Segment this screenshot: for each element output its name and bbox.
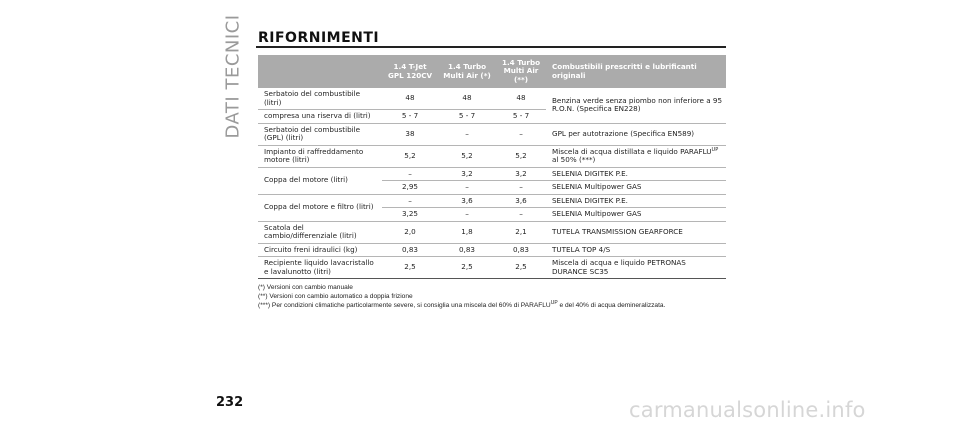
row-value-1: 38 xyxy=(382,123,438,145)
row-value-2: – xyxy=(438,123,496,145)
footnote-climate xyxy=(258,301,665,310)
coolant-text-tail: al 50% (***) xyxy=(552,155,596,164)
footnote-climate-tail: e del 40% di acqua demineralizzata. xyxy=(557,302,666,309)
header-item xyxy=(258,55,382,88)
row-lubricant xyxy=(546,145,726,167)
table-row xyxy=(258,221,726,243)
header-engine-3: 1.4 Turbo Multi Air (**) xyxy=(496,55,546,88)
row-item: Serbatoio del combustibile (litri) xyxy=(258,88,382,110)
row-value-3: 5 - 7 xyxy=(496,110,546,124)
row-value-3: 0,83 xyxy=(496,243,546,257)
row-value-2: 5,2 xyxy=(438,145,496,167)
header-engine-1: 1.4 T-Jet GPL 120CV xyxy=(382,55,438,88)
row-item: compresa una riserva di (litri) xyxy=(258,110,382,124)
row-value-1: 2,0 xyxy=(382,221,438,243)
table-row xyxy=(258,194,726,208)
row-item: Impianto di raffreddamento motore (litri) xyxy=(258,145,382,167)
row-value-2: 3,6 xyxy=(438,194,496,208)
row-value-3: 3,2 xyxy=(496,167,546,181)
row-lubricant: SELENIA Multipower GAS xyxy=(546,208,726,222)
table-row xyxy=(258,167,726,181)
row-value-1: 2,95 xyxy=(382,181,438,195)
row-value-2: 1,8 xyxy=(438,221,496,243)
row-lubricant: TUTELA TOP 4/S xyxy=(546,243,726,257)
row-value-3: 48 xyxy=(496,88,546,110)
title-divider xyxy=(256,46,726,48)
section-tab xyxy=(219,13,247,139)
row-value-2: 5 - 7 xyxy=(438,110,496,124)
table-row xyxy=(258,243,726,257)
row-item: Scatola del cambio/differenziale (litri) xyxy=(258,221,382,243)
coolant-superscript: UP xyxy=(711,146,719,153)
row-value-1: 5,2 xyxy=(382,145,438,167)
row-value-3: – xyxy=(496,181,546,195)
row-lubricant: GPL per autotrazione (Specifica EN589) xyxy=(546,123,726,145)
row-lubricant: SELENIA DIGITEK P.E. xyxy=(546,167,726,181)
row-lubricant: SELENIA DIGITEK P.E. xyxy=(546,194,726,208)
table-row xyxy=(258,145,726,167)
row-value-2: 2,5 xyxy=(438,257,496,279)
row-item: Coppa del motore e filtro (litri) xyxy=(258,194,382,221)
header-lubricants: Combustibili prescritti e lubrificanti originali xyxy=(546,55,726,88)
row-value-1: 0,83 xyxy=(382,243,438,257)
row-value-1: 2,5 xyxy=(382,257,438,279)
row-value-3: – xyxy=(496,123,546,145)
footnote-climate-text: (***) Per condizioni climatiche particolarmente severe, si consiglia una miscela del 60% di PARAFLU xyxy=(258,302,551,309)
row-value-1: 5 - 7 xyxy=(382,110,438,124)
row-value-2: 48 xyxy=(438,88,496,110)
row-value-3: – xyxy=(496,208,546,222)
table-row xyxy=(258,123,726,145)
row-value-1: – xyxy=(382,167,438,181)
row-value-3: 2,1 xyxy=(496,221,546,243)
row-value-2: 3,2 xyxy=(438,167,496,181)
watermark: carmanualsonline.info xyxy=(629,398,866,422)
refuel-table xyxy=(258,55,726,279)
footnote-superscript: UP xyxy=(550,300,558,306)
row-lubricant: TUTELA TRANSMISSION GEARFORCE xyxy=(546,221,726,243)
row-value-3: 2,5 xyxy=(496,257,546,279)
row-value-3: 5,2 xyxy=(496,145,546,167)
page-number: 232 xyxy=(216,395,244,410)
table-row xyxy=(258,88,726,110)
page-title: RIFORNIMENTI xyxy=(258,30,380,46)
row-value-1: – xyxy=(382,194,438,208)
table-header-row xyxy=(258,55,726,88)
row-lubricant: Miscela di acqua e liquido PETRONAS DURANCE SC35 xyxy=(546,257,726,279)
footnotes xyxy=(258,283,665,310)
row-value-2: – xyxy=(438,181,496,195)
row-value-2: – xyxy=(438,208,496,222)
row-item: Coppa del motore (litri) xyxy=(258,167,382,194)
row-value-1: 3,25 xyxy=(382,208,438,222)
section-tab-label: DATI TECNICI xyxy=(222,13,244,139)
row-item: Recipiente liquido lavacristallo e lavalunotto (litri) xyxy=(258,257,382,279)
row-fuel-spec: Benzina verde senza piombo non inferiore a 95 R.O.N. (Specifica EN228) xyxy=(546,88,726,123)
row-lubricant: SELENIA Multipower GAS xyxy=(546,181,726,195)
header-engine-2: 1.4 Turbo Multi Air (*) xyxy=(438,55,496,88)
row-value-1: 48 xyxy=(382,88,438,110)
table-row xyxy=(258,257,726,279)
row-item: Serbatoio del combustibile (GPL) (litri) xyxy=(258,123,382,145)
row-value-3: 3,6 xyxy=(496,194,546,208)
row-item: Circuito freni idraulici (kg) xyxy=(258,243,382,257)
footnote-manual: (*) Versioni con cambio manuale xyxy=(258,284,353,291)
footnote-automatic: (**) Versioni con cambio automatico a doppia frizione xyxy=(258,293,413,300)
coolant-text: Miscela di acqua distillata e liquido PARAFLU xyxy=(552,146,712,156)
row-value-2: 0,83 xyxy=(438,243,496,257)
